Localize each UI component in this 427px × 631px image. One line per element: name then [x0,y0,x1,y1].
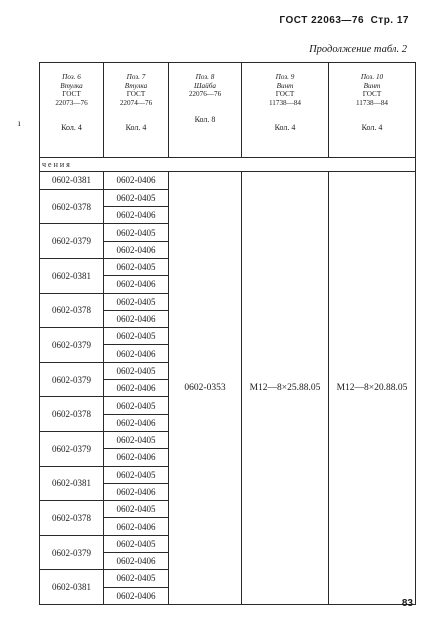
pos-7-stack [104,294,168,328]
pos-7-value: 0602-0405 [104,363,168,380]
pos-7-cell [104,258,169,293]
qty-label: Кол. 4 [361,123,383,132]
pos-7-stack [104,363,168,397]
pos-7-stack [104,501,168,535]
margin-mark: ı [18,118,21,128]
part-name: Втулка [124,81,148,90]
pos-7-value: 0602-0406 [116,417,156,428]
pos-6-cell: 0602-0379 [40,431,104,466]
page-number: 83 [401,598,413,609]
part-name: Винт [276,81,294,90]
std-label: ГОСТ [126,90,146,98]
pos-7-value: 0602-0406 [116,244,156,255]
header-col-6 [40,63,104,158]
pos-7-stack [104,172,168,189]
pos-7-value: 0602-0406 [116,383,156,394]
std-number: 11738—84 [268,98,302,107]
pos-7-cell [104,328,169,363]
pos-7-value: 0602-0406 [116,314,156,325]
pos-7-value: 0602-0406 [116,279,156,290]
pos-7-value: 0602-0405 [104,328,168,345]
std-number: 22076—76 [188,90,222,98]
pos-7-value: 0602-0405 [104,501,168,518]
std-number: 22074—76 [119,98,153,107]
pos-9-cell: М12—8×25.88.05 [242,172,329,605]
table-continuation-caption: Продолжение табл. 2 [309,44,407,55]
pos-6-cell: 0602-0379 [40,535,104,570]
pos-7-cell [104,293,169,328]
pos-7-value: 0602-0405 [104,294,168,311]
pos-7-value: 0602-0405 [104,259,168,276]
header-col-10 [329,63,416,158]
header-col-8 [169,63,242,158]
pos-10-cell: М12—8×20.88.05 [329,172,416,605]
part-name: Винт [363,81,381,90]
pos-7-cell [104,224,169,259]
pos-7-value: 0602-0405 [104,224,168,241]
std-number: 22073—76 [55,98,88,107]
parts-table [39,62,416,605]
pos-7-value: 0602-0406 [116,521,156,532]
part-name: Втулка [60,81,83,90]
page-header [279,15,409,26]
section-row [40,158,416,172]
pos-label: Поз. 8 [195,73,215,81]
pos-7-value: 0602-0405 [104,536,168,553]
pos-8-cell: 0602-0353 [169,172,242,605]
pos-7-cell [104,397,169,432]
pos-7-value: 0602-0405 [104,467,168,484]
section-label: чения [40,158,416,172]
pos-7-value: 0602-0406 [116,556,156,567]
pos-6-cell: 0602-0381 [40,258,104,293]
pos-7-value: 0602-0405 [104,190,168,207]
table-row [40,172,416,190]
header-row [40,63,416,158]
pos-6-cell: 0602-0381 [40,570,104,605]
table-body [40,172,416,605]
pos-7-stack [104,328,168,362]
pos-7-cell [104,172,169,190]
qty-label: Кол. 4 [61,123,82,132]
pos-6-cell: 0602-0379 [40,224,104,259]
header-col-7 [104,63,169,158]
pos-label: Поз. 7 [126,73,146,81]
pos-7-value: 0602-0406 [116,590,156,601]
qty-label: Кол. 4 [274,123,296,132]
pos-label: Поз. 9 [275,73,295,81]
pos-6-cell: 0602-0378 [40,501,104,536]
std-label: ГОСТ [275,90,295,98]
pos-6-cell: 0602-0378 [40,397,104,432]
pos-7-value: 0602-0406 [116,452,156,463]
pos-6-cell: 0602-0378 [40,189,104,224]
pos-6-cell: 0602-0379 [40,328,104,363]
pos-7-value: 0602-0406 [116,486,156,497]
pos-7-cell [104,431,169,466]
pos-7-stack [104,570,168,604]
pos-7-stack [104,259,168,293]
pos-6-cell: 0602-0381 [40,466,104,501]
pos-7-stack [104,190,168,224]
qty-label: Кол. 4 [125,123,147,132]
std-number: 11738—84 [355,98,389,107]
standard-number: ГОСТ 22063—76 [279,15,365,26]
pos-7-cell [104,189,169,224]
pos-6-cell: 0602-0381 [40,172,104,190]
pos-7-cell [104,466,169,501]
pos-7-value: 0602-0405 [104,397,168,414]
pos-6-cell: 0602-0379 [40,362,104,397]
pos-7-stack [104,467,168,501]
part-name: Шайба [194,81,216,90]
pos-7-value: 0602-0405 [104,570,168,587]
pos-label: Поз. 6 [62,73,81,81]
pos-label: Поз. 10 [360,73,384,81]
header-col-9 [242,63,329,158]
qty-label: Кол. 8 [194,114,216,124]
pos-7-value: 0602-0406 [116,348,156,359]
pos-7-cell [104,570,169,605]
pos-7-cell [104,535,169,570]
pos-7-stack [104,432,168,466]
page-label: Стр. 17 [370,15,409,26]
pos-7-cell [104,501,169,536]
pos-6-cell: 0602-0378 [40,293,104,328]
std-label: ГОСТ [362,90,382,98]
pos-7-stack [104,224,168,258]
pos-7-stack [104,397,168,431]
pos-7-value: 0602-0405 [104,432,168,449]
std-label: ГОСТ [62,90,81,98]
pos-7-stack [104,536,168,570]
pos-7-value: 0602-0406 [116,175,156,186]
pos-7-value: 0602-0406 [116,210,156,221]
pos-7-cell [104,362,169,397]
